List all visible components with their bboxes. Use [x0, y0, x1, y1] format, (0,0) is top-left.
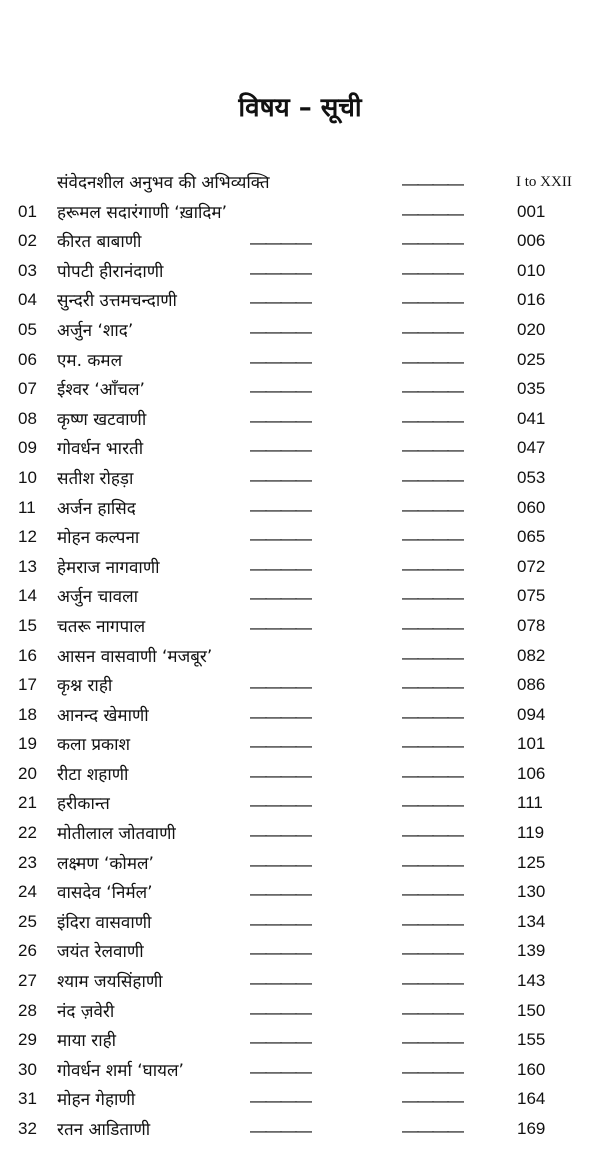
toc-leader: ———— — [402, 381, 462, 401]
toc-leader: ———— — [250, 677, 310, 697]
toc-leader: ———— — [250, 262, 310, 282]
toc-entry-name: संवेदनशील अनुभव की अभिव्यक्ति — [57, 173, 270, 193]
toc-leader: ———— — [402, 1121, 462, 1140]
toc-leader: ———— — [250, 1032, 310, 1052]
toc-leader: ———— — [250, 973, 310, 993]
toc-leader: ———— — [250, 1061, 310, 1081]
toc-entry-number: 32 — [18, 1119, 37, 1138]
toc-leader: ———— — [402, 203, 462, 223]
toc-row[interactable] — [0, 789, 600, 819]
toc-entry-name: मोहन गेहाणी — [57, 1090, 136, 1111]
toc-row[interactable] — [0, 937, 600, 967]
toc-row[interactable] — [0, 316, 600, 346]
toc-page-number: 006 — [517, 231, 546, 251]
toc-leader: ———— — [402, 1002, 462, 1022]
toc-row[interactable] — [0, 405, 600, 435]
toc-leader: ———— — [250, 1121, 310, 1140]
toc-leader: ———— — [250, 825, 310, 845]
toc-leader: ———— — [250, 410, 310, 430]
toc-entry-name: रीटा शहाणी — [57, 764, 129, 785]
toc-leader: ———— — [402, 174, 462, 193]
toc-row[interactable] — [0, 286, 600, 316]
toc-entry-number: 11 — [18, 497, 36, 517]
toc-leader: ———— — [250, 854, 310, 874]
toc-entry-name: एम. कमल — [57, 350, 123, 371]
toc-leader: ———— — [250, 588, 310, 608]
toc-leader: ———— — [402, 913, 462, 933]
toc-page-number: I to XXII — [516, 174, 572, 190]
page-title: विषय – सूची — [238, 93, 362, 123]
toc-leader: ———— — [402, 1091, 462, 1111]
toc-entry-name: सुन्दरी उत्तमचन्दाणी — [57, 291, 177, 312]
toc-entry-number: 14 — [18, 586, 37, 606]
toc-entry-name: चतरू नागपाल — [57, 616, 146, 637]
toc-page-number: 072 — [517, 556, 546, 576]
toc-entry-number: 09 — [18, 438, 37, 458]
toc-entry-number: 21 — [18, 793, 37, 813]
toc-page-number: 101 — [517, 734, 546, 754]
toc-leader: ———— — [250, 1002, 310, 1022]
toc-entry-number: 03 — [18, 260, 37, 280]
toc-page-number: 047 — [517, 438, 546, 458]
toc-entry-name: गोवर्धन शर्मा ‘घायल’ — [57, 1060, 184, 1081]
toc-row[interactable] — [0, 819, 600, 849]
toc-page-number: 041 — [517, 408, 546, 428]
toc-row[interactable] — [0, 1085, 600, 1115]
toc-page-number: 065 — [517, 527, 546, 547]
toc-row[interactable] — [0, 967, 600, 997]
toc-leader: ———— — [250, 469, 310, 489]
toc-leader: ———— — [402, 499, 462, 519]
toc-entry-name: पोपटी हीरानंदाणी — [57, 261, 164, 282]
toc-row[interactable] — [0, 701, 600, 731]
toc-row[interactable] — [0, 523, 600, 553]
toc-leader: ———— — [250, 765, 310, 785]
toc-page-number: 060 — [517, 497, 546, 517]
toc-leader: ———— — [402, 233, 462, 253]
toc-row[interactable] — [0, 730, 600, 760]
toc-entry-number: 30 — [18, 1059, 37, 1079]
toc-entry-name: आनन्द खेमाणी — [57, 705, 149, 726]
toc-row[interactable] — [0, 1056, 600, 1086]
toc-entry-number: 15 — [18, 615, 37, 635]
toc-row[interactable] — [0, 997, 600, 1027]
toc-entry-number: 16 — [18, 645, 37, 665]
toc-entry-name: अर्जुन चावला — [57, 587, 139, 608]
toc-leader: ———— — [250, 943, 310, 963]
toc-leader: ———— — [402, 1061, 462, 1081]
toc-row[interactable] — [0, 849, 600, 879]
toc-row[interactable] — [0, 346, 600, 376]
toc-leader: ———— — [402, 292, 462, 312]
toc-leader: ———— — [402, 262, 462, 282]
toc-leader: ———— — [250, 913, 310, 933]
toc-entry-number: 01 — [18, 201, 37, 221]
toc-row[interactable] — [0, 553, 600, 583]
toc-row[interactable] — [0, 1026, 600, 1056]
toc-entry-name: मोहन कल्पना — [57, 528, 140, 549]
toc-page-number: 164 — [517, 1089, 546, 1109]
toc-page-number: 086 — [517, 675, 546, 695]
toc-page-number: 139 — [517, 941, 546, 961]
toc-row[interactable] — [0, 908, 600, 938]
toc-leader: ———— — [402, 410, 462, 430]
toc-entry-number: 07 — [18, 379, 37, 399]
toc-leader: ———— — [250, 381, 310, 401]
toc-entry-name: वासदेव ‘निर्मल’ — [57, 883, 153, 904]
toc-entry-number: 26 — [18, 941, 37, 961]
toc-entry-number: 27 — [18, 971, 37, 991]
toc-entry-number: 19 — [18, 734, 37, 754]
toc-leader: ———— — [402, 825, 462, 845]
toc-page-number: 078 — [517, 615, 546, 635]
toc-entry-name: कृष्ण खटवाणी — [57, 409, 147, 430]
toc-leader: ———— — [402, 440, 462, 460]
toc-page-number: 094 — [517, 704, 546, 724]
toc-row[interactable] — [0, 464, 600, 494]
toc-entry-name: ईश्वर ‘आँचल’ — [57, 380, 145, 401]
toc-entry-name: लक्ष्मण ‘कोमल’ — [57, 853, 154, 874]
toc-entry-name: श्याम जयसिंहाणी — [57, 972, 163, 993]
toc-entry-name: कला प्रकाश — [57, 735, 131, 756]
toc-leader: ———— — [250, 736, 310, 756]
toc-row[interactable] — [0, 494, 600, 524]
toc-page-number: 143 — [517, 971, 546, 991]
toc-entry-number: 24 — [18, 882, 37, 902]
toc-leader: ———— — [250, 884, 310, 904]
toc-entry-number: 28 — [18, 1000, 37, 1020]
toc-leader: ———— — [250, 795, 310, 815]
table-of-contents — [0, 168, 600, 1145]
toc-page-number: 025 — [517, 349, 546, 369]
toc-entry-number: 12 — [18, 527, 37, 547]
toc-page-number: 150 — [517, 1000, 546, 1020]
toc-leader: ———— — [250, 440, 310, 460]
toc-leader: ———— — [402, 765, 462, 785]
toc-page-number: 119 — [517, 823, 545, 843]
toc-page-number: 035 — [517, 379, 546, 399]
toc-leader: ———— — [250, 617, 310, 637]
toc-entry-number: 25 — [18, 911, 37, 931]
toc-entry-number: 05 — [18, 319, 37, 339]
toc-page-number: 106 — [517, 763, 546, 783]
toc-row[interactable] — [0, 582, 600, 612]
toc-entry-name: सतीश रोहड़ा — [57, 468, 134, 489]
toc-leader: ———— — [250, 558, 310, 578]
toc-leader: ———— — [402, 321, 462, 341]
toc-leader: ———— — [250, 292, 310, 312]
toc-leader: ———— — [250, 706, 310, 726]
toc-page-number: 010 — [517, 260, 546, 280]
toc-leader: ———— — [250, 233, 310, 253]
toc-row[interactable] — [0, 375, 600, 405]
toc-page-number: 160 — [517, 1059, 546, 1079]
toc-entry-number: 18 — [18, 704, 37, 724]
toc-page-number: 020 — [517, 319, 546, 339]
toc-entry-number: 20 — [18, 763, 37, 783]
toc-page-number: 169 — [517, 1119, 546, 1138]
toc-entry-name: हरूमल सदारंगाणी ‘ख़ादिम’ — [57, 202, 227, 223]
toc-row[interactable] — [0, 612, 600, 642]
toc-row[interactable] — [0, 257, 600, 287]
toc-entry-number: 04 — [18, 290, 37, 310]
toc-leader: ———— — [402, 736, 462, 756]
toc-entry-name: कृश्न राही — [57, 676, 113, 697]
toc-entry-number: 22 — [18, 823, 37, 843]
toc-entry-name: कीरत बाबाणी — [57, 232, 142, 253]
toc-row[interactable] — [0, 227, 600, 257]
toc-entry-name: जयंत रेलवाणी — [57, 942, 144, 963]
toc-page-number: 016 — [517, 290, 546, 310]
toc-leader: ———— — [250, 1091, 310, 1111]
toc-leader: ———— — [402, 677, 462, 697]
toc-page-number: 075 — [517, 586, 546, 606]
toc-page-number: 053 — [517, 467, 546, 487]
toc-entry-name: नंद ज़वेरी — [57, 1001, 115, 1022]
toc-entry-number: 17 — [18, 675, 37, 695]
toc-leader: ———— — [402, 854, 462, 874]
toc-entry-name: गोवर्धन भारती — [57, 439, 144, 460]
toc-entry-number: 08 — [18, 408, 37, 428]
toc-leader: ———— — [402, 1032, 462, 1052]
toc-leader: ———— — [250, 321, 310, 341]
toc-leader: ———— — [250, 529, 310, 549]
toc-entry-number: 29 — [18, 1030, 37, 1050]
toc-row[interactable] — [0, 760, 600, 790]
toc-entry-name: रतन आडिताणी — [57, 1120, 151, 1140]
toc-entry-number: 02 — [18, 231, 37, 251]
toc-leader: ———— — [402, 558, 462, 578]
toc-leader: ———— — [250, 499, 310, 519]
toc-leader: ———— — [402, 973, 462, 993]
toc-row[interactable] — [0, 671, 600, 701]
toc-row[interactable] — [0, 878, 600, 908]
toc-leader: ———— — [402, 884, 462, 904]
toc-leader: ———— — [402, 469, 462, 489]
toc-entry-number: 06 — [18, 349, 37, 369]
toc-entry-number: 13 — [18, 556, 37, 576]
toc-entry-name: अर्जुन ‘शाद’ — [57, 320, 134, 341]
toc-leader: ———— — [402, 351, 462, 371]
toc-entry-number: 10 — [18, 467, 37, 487]
toc-entry-name: हरीकान्त — [57, 794, 110, 815]
toc-leader: ———— — [402, 943, 462, 963]
toc-leader: ———— — [402, 795, 462, 815]
toc-row[interactable] — [0, 1115, 600, 1145]
toc-page-number: 155 — [517, 1030, 546, 1050]
toc-leader: ———— — [402, 588, 462, 608]
toc-entry-name: माया राही — [57, 1031, 117, 1052]
toc-leader: ———— — [250, 351, 310, 371]
toc-page-number: 001 — [517, 201, 546, 221]
toc-entry-name: आसन वासवाणी ‘मजबूर’ — [57, 646, 213, 667]
toc-page-number: 130 — [517, 882, 546, 902]
toc-leader: ———— — [402, 647, 462, 667]
toc-leader: ———— — [402, 706, 462, 726]
toc-entry-number: 23 — [18, 852, 37, 872]
toc-page-number: 125 — [517, 852, 546, 872]
toc-entry-name: इंदिरा वासवाणी — [57, 912, 152, 933]
toc-entry-number: 31 — [18, 1089, 37, 1109]
toc-entry-name: मोतीलाल जोतवाणी — [57, 824, 176, 845]
toc-entry-name: अर्जन हासिद — [57, 498, 136, 519]
toc-page-number: 111 — [517, 793, 543, 813]
toc-leader: ———— — [402, 529, 462, 549]
toc-intro-row[interactable] — [0, 168, 600, 198]
toc-row[interactable] — [0, 434, 600, 464]
toc-row[interactable] — [0, 198, 600, 228]
toc-row[interactable] — [0, 642, 600, 672]
toc-entry-name: हेमराज नागवाणी — [57, 557, 160, 578]
toc-page-number: 082 — [517, 645, 546, 665]
toc-page-number: 134 — [517, 911, 546, 931]
toc-leader: ———— — [402, 617, 462, 637]
